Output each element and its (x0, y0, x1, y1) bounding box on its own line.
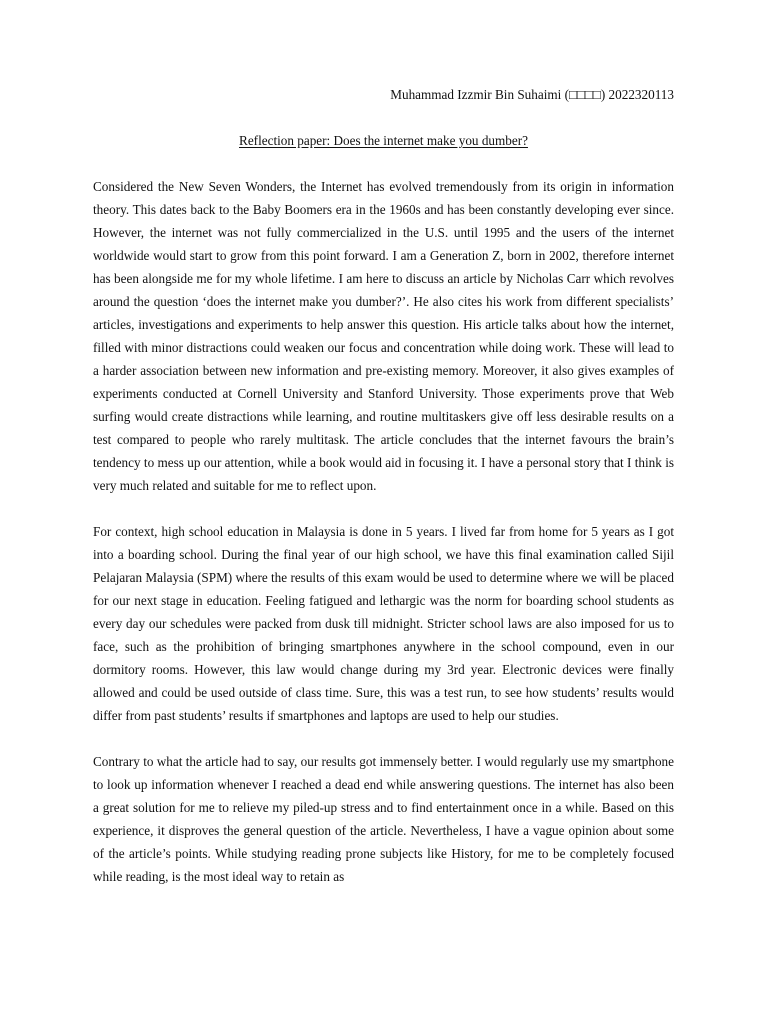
page-title: Reflection paper: Does the internet make you dumber? (239, 133, 528, 148)
author-line: Muhammad Izzmir Bin Suhaimi (□□□□) 2022320113 (390, 87, 674, 102)
paragraph-2: For context, high school education in Malaysia is done in 5 years. I lived far from home for 5 years as I got into a boarding school. During the final year of our high school, we have this final examination called Sijil Pelajaran Malaysia (SPM) where the results of this exam would be used to determine where we will be placed for our next stage in education. Feeling fatigued and lethargic was the norm for boarding school students as every day our schedules were packed from dusk till midnight. Stricter school laws are also imposed for us to face, such as the prohibition of bringing smartphones anywhere in the school compound, even in our dormitory rooms. However, this law would change during my 3rd year. Electronic devices were finally allowed and could be used outside of class time. Sure, this was a test run, to see how students’ results would differ from past students’ results if smartphones and laptops are used to help our studies. (93, 524, 674, 723)
paragraph-1: Considered the New Seven Wonders, the Internet has evolved tremendously from its origin in information theory. This dates back to the Baby Boomers era in the 1960s and has been constantly developing ever since. However, the internet was not fully commercialized in the U.S. until 1995 and the users of the internet worldwide would start to grow from this point forward. I am a Generation Z, born in 2002, therefore internet has been alongside me for my whole lifetime. I am here to discuss an article by Nicholas Carr which revolves around the question ‘does the internet make you dumber?’. He also cites his work from different specialists’ articles, investigations and experiments to help answer this question. His article talks about how the internet, filled with minor distractions could weaken our focus and concentration while doing work. These will lead to a harder association between new information and pre-existing memory. Moreover, it also gives examples of experiments conducted at Cornell University and Stanford University. Those experiments prove that Web surfing would create distractions while learning, and routine multitaskers give off less desirable results on a test compared to people who rarely multitask. The article concludes that the internet favours the brain’s tendency to mess up our attention, while a book would aid in focusing it. I have a personal story that I think is very much related and suitable for me to reflect upon. (93, 179, 674, 493)
document-page (93, 83, 674, 888)
paragraph-3: Contrary to what the article had to say, our results got immensely better. I would regularly use my smartphone to look up information whenever I reached a dead end while answering questions. The internet has also been a great solution for me to relieve my piled-up stress and to find entertainment once in a while. Based on this experience, it disproves the general question of the article. Nevertheless, I have a vague opinion about some of the article’s points. While studying reading prone subjects like History, for me to be completely focused while reading, is the most ideal way to retain as (93, 754, 674, 884)
